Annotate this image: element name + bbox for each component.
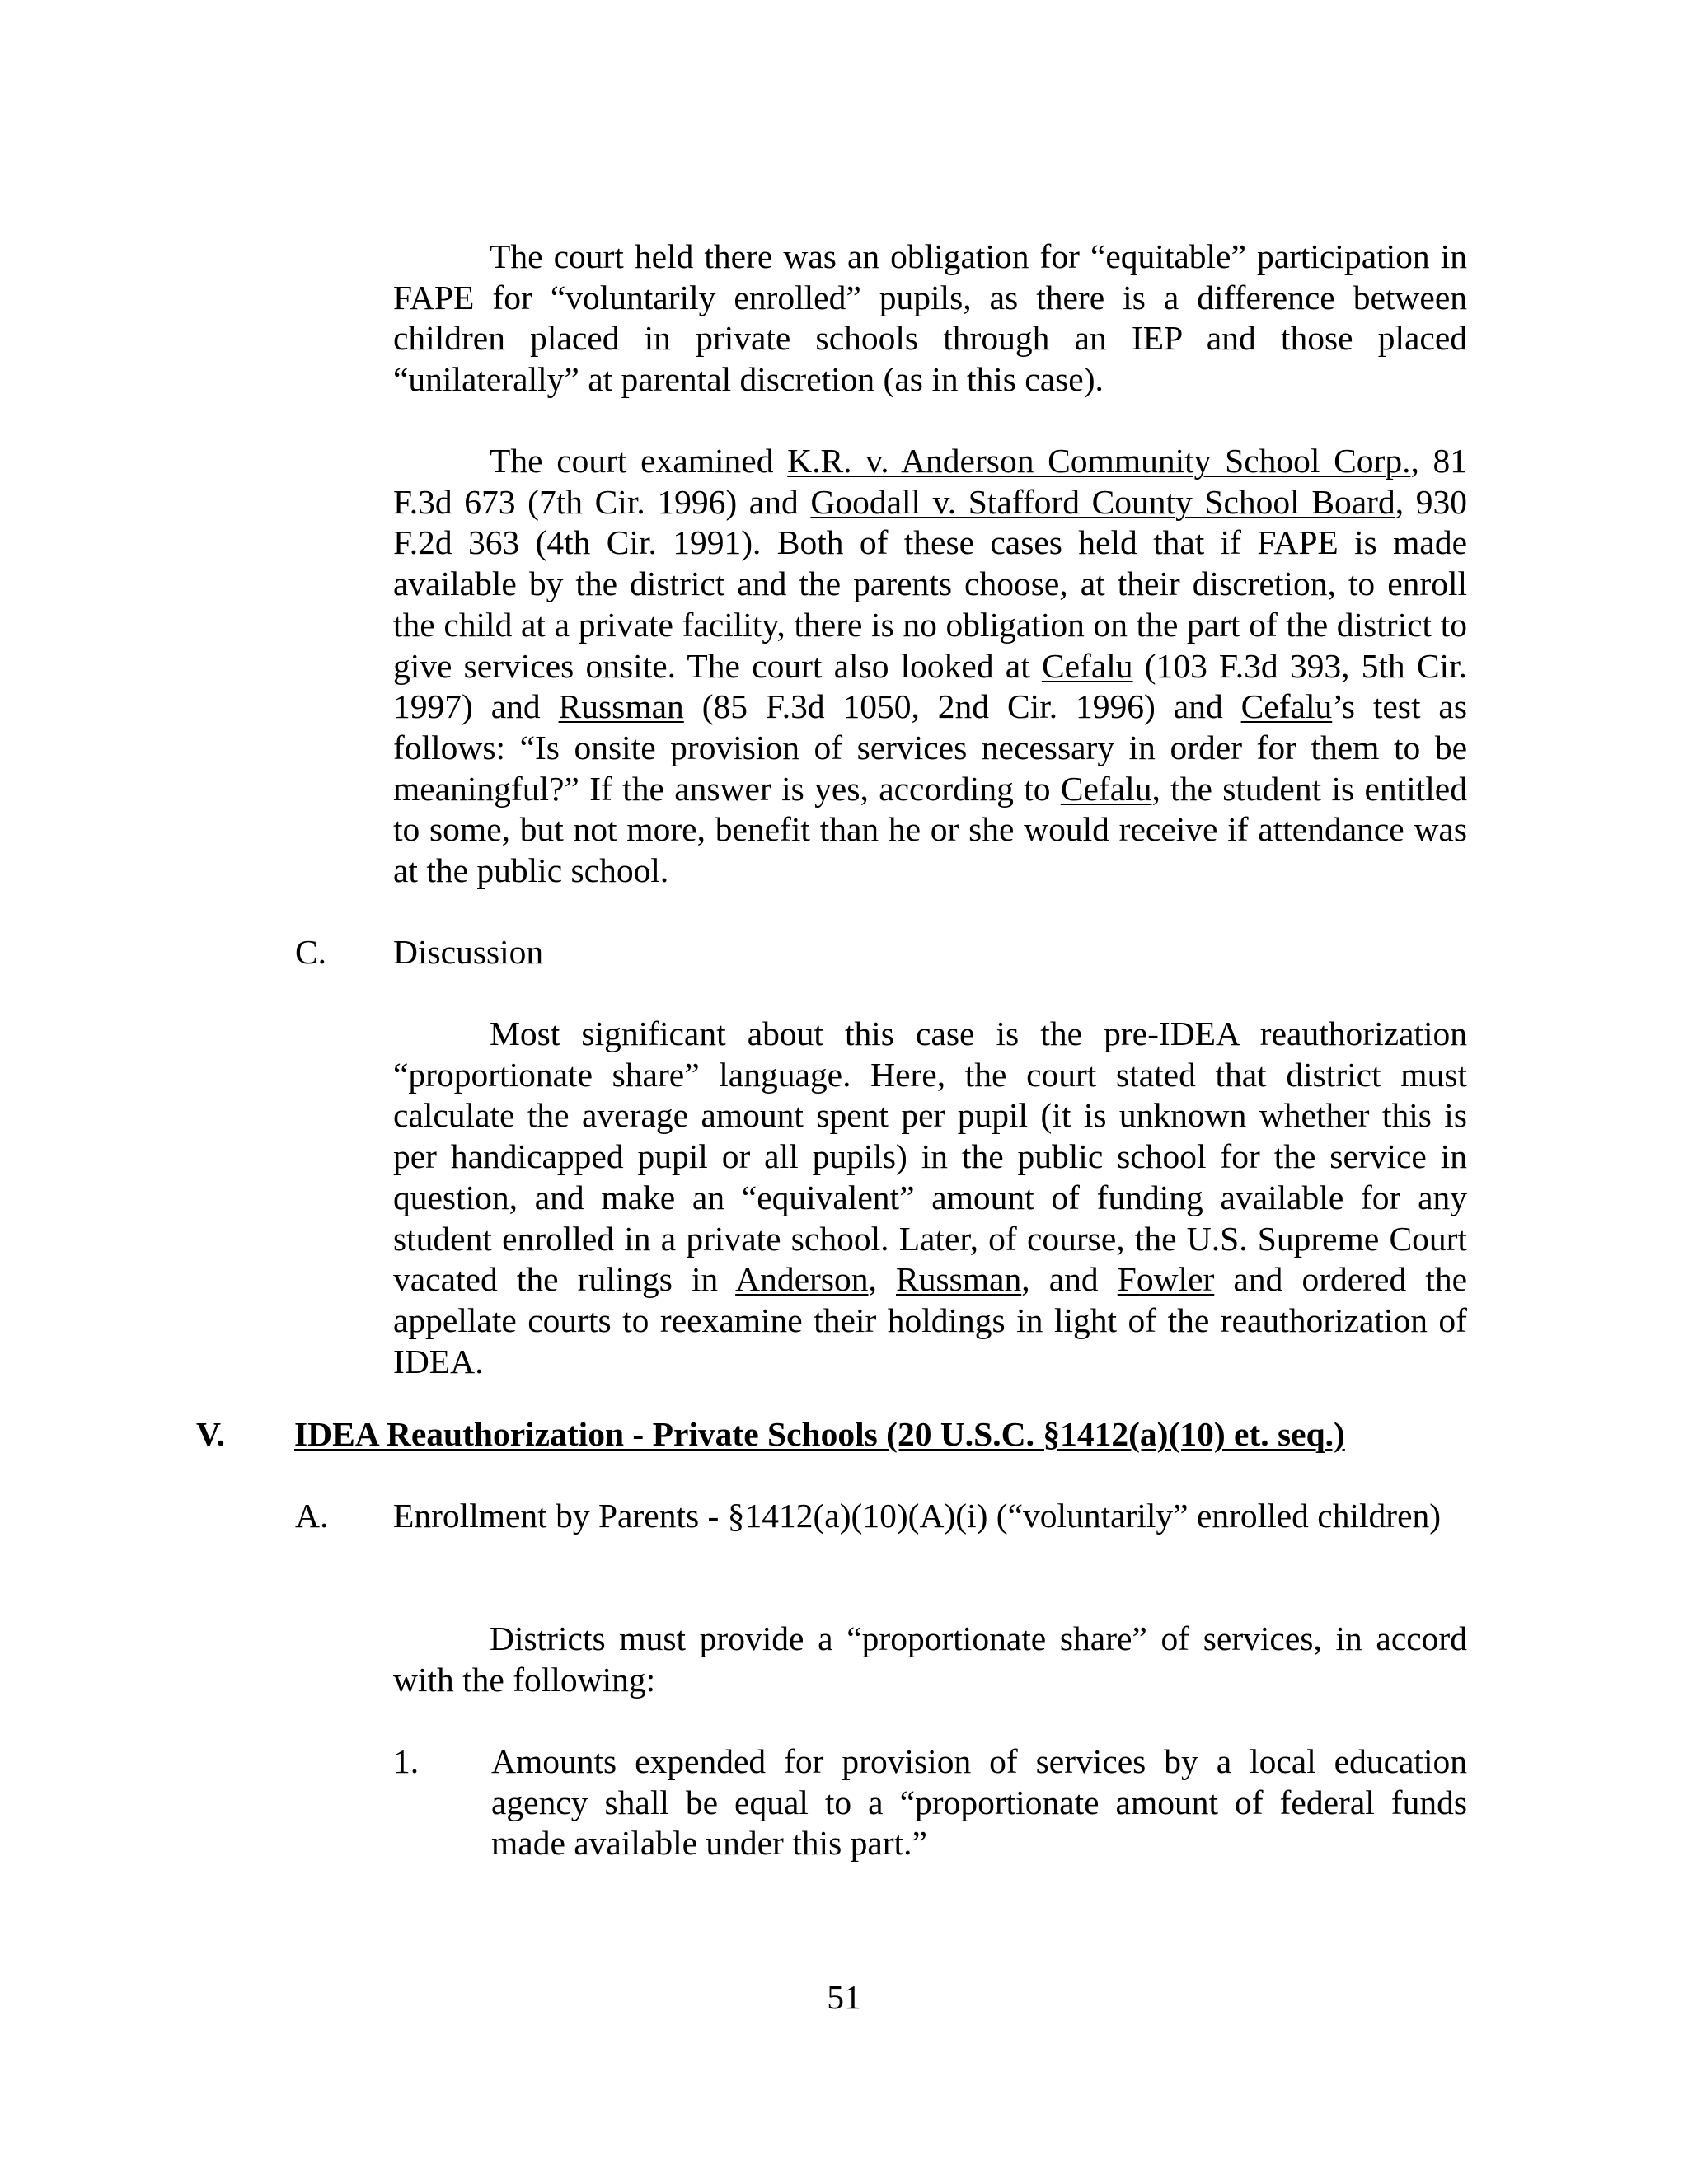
case-citation-russman: Russman xyxy=(896,1260,1022,1299)
text-run: The court examined xyxy=(490,442,788,480)
section-a-text: Enrollment by Parents - §1412(a)(10)(A)(i) (“voluntarily” enrolled children) xyxy=(393,1497,1442,1535)
paragraph-proportionate-share: Districts must provide a “proportionate share” of services, in accord with the following: xyxy=(393,1619,1467,1699)
text-run: and ordered the appellate courts to reexamine their holdings in light of the reauthorization of IDEA. xyxy=(393,1260,1468,1380)
case-citation-cefalu: Cefalu xyxy=(1240,687,1333,726)
text-run: Most significant about this case is the pre-IDEA reauthorization “proportionate share” language. Here, the court stated that district must calculate the average amount spent per pupil (it is unknown whether this is per handicapped pupil or all pupils) in the public school for the service in question, and make an “equivalent” amount of funding available for any student enrolled in a private school. Later, of course, the U.S. Supreme Court vacated the rulings in xyxy=(393,1015,1467,1299)
section-c-letter: C. xyxy=(295,933,327,971)
text-run: (85 F.3d 1050, 2nd Cir. 1996) and xyxy=(683,687,1241,726)
section-v-title: IDEA Reauthorization - Private Schools (20 U.S.C. §1412(a)(10) et. seq.) xyxy=(294,1415,1345,1453)
case-citation-fowler: Fowler xyxy=(1117,1260,1215,1299)
text-run: (103 F.3d 393, 5th Cir. 1997) and xyxy=(393,646,1467,726)
paragraph-discussion xyxy=(393,1014,1467,1382)
list-item-text: Amounts expended for provision of services by a local education agency shall be equal to a “proportionate amount of federal funds made available under this part.” xyxy=(491,1742,1467,1863)
text-run: , and xyxy=(1021,1260,1118,1299)
text-run: ’s test as follows: “Is onsite provision of services necessary in order for them to be meaningful?” If the answer is yes, according to xyxy=(393,687,1467,808)
case-citation-cefalu: Cefalu xyxy=(1041,646,1133,685)
section-a-heading xyxy=(295,1496,1467,1537)
list-item-number: 1. xyxy=(393,1742,420,1780)
case-citation-russman: Russman xyxy=(558,687,684,726)
text-run: , 930 F.2d 363 (4th Cir. 1991). Both of these cases held that if FAPE is made available by the district and the parents choose, at their discretion, to enroll the child at a private facility, there is no obligation on the part of the district to give services onsite. The court also looked at xyxy=(393,482,1467,685)
text-run: , the student is entitled to some, but not more, benefit than he or she would receive if attendance was at the public school. xyxy=(393,769,1467,890)
case-citation-cefalu: Cefalu xyxy=(1060,769,1152,808)
section-v-number: V. xyxy=(196,1415,225,1453)
case-citation-goodall: Goodall v. Stafford County School Board xyxy=(810,482,1395,521)
case-citation-anderson: Anderson xyxy=(735,1260,869,1299)
paragraph-equitable-participation: The court held there was an obligation for “equitable” participation in FAPE for “voluntarily enrolled” pupils, as there is a difference between children placed in private schools through an IEP and those placed “unilaterally” at parental discretion (as in this case). xyxy=(393,237,1467,399)
paragraph-court-examined xyxy=(393,441,1467,892)
text-run: , xyxy=(868,1260,897,1299)
page-number: 51 xyxy=(827,1978,861,2016)
case-citation-anderson: K.R. v. Anderson Community School Corp. xyxy=(787,442,1411,480)
section-a-letter: A. xyxy=(295,1497,329,1535)
section-c-title: Discussion xyxy=(393,933,544,971)
text-run: , 81 F.3d 673 (7th Cir. 1996) and xyxy=(393,442,1468,521)
